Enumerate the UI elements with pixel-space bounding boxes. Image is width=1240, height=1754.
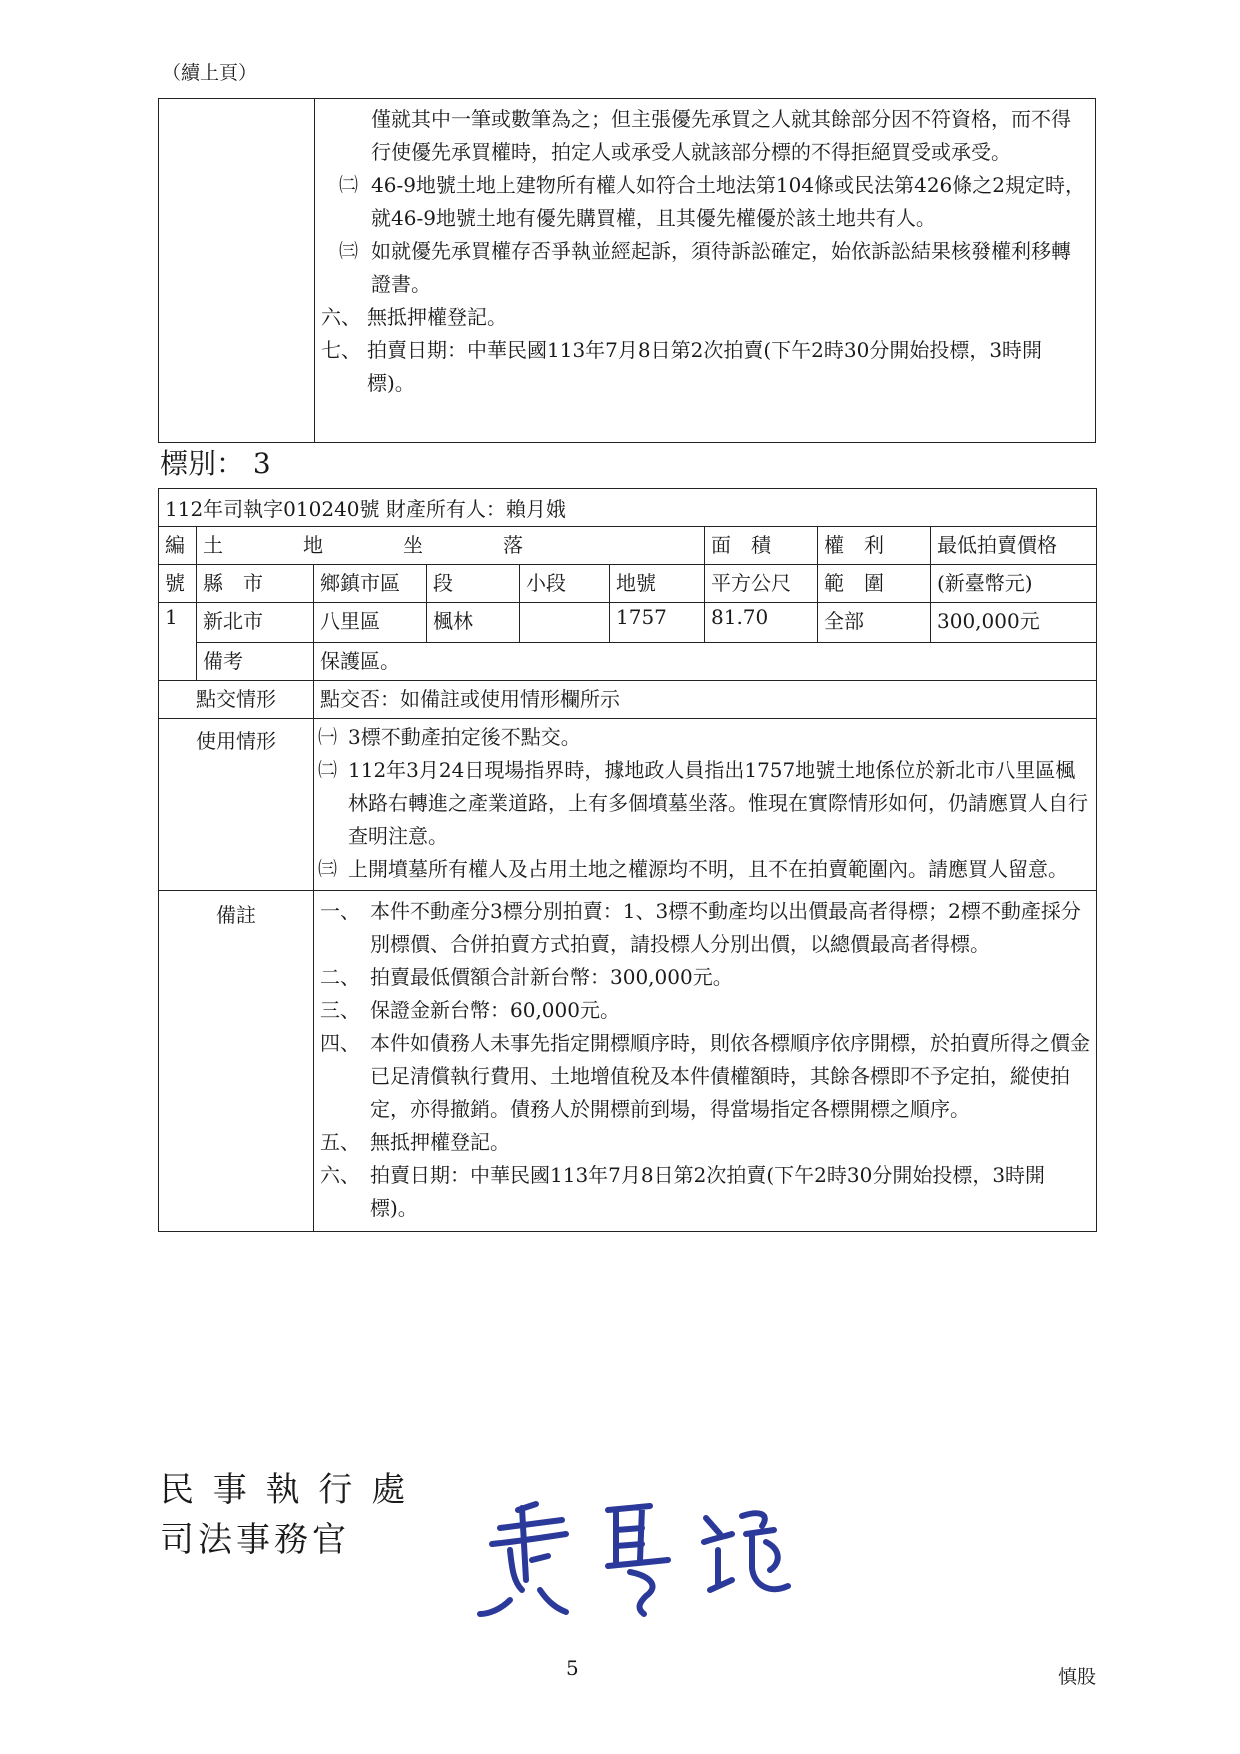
- prev-subitem-num: ㈡: [339, 174, 359, 196]
- row-county: 新北市: [197, 603, 314, 643]
- usage-label: 使用情形: [159, 719, 314, 891]
- row-price: 300,000元: [931, 603, 1097, 643]
- header-town: 鄉鎮市區: [314, 565, 427, 603]
- header-price-1: 最低拍賣價格: [931, 527, 1097, 565]
- header-price-2: (新臺幣元): [931, 565, 1097, 603]
- clerk-name: 慎股: [1058, 1666, 1097, 1688]
- row-rights: 全部: [818, 603, 931, 643]
- prev-item-num: 六、: [321, 305, 361, 329]
- row-parcel: 1757: [610, 603, 705, 643]
- row-section: 楓林: [427, 603, 520, 643]
- notes-item: [320, 1027, 1090, 1126]
- usage-item-num: ㈡: [318, 759, 338, 781]
- header-subsection: 小段: [520, 565, 610, 603]
- notes-label: 備註: [159, 891, 314, 1232]
- prev-item-text: 無抵押權登記。: [367, 305, 507, 329]
- notes-item: [320, 1126, 1090, 1159]
- prev-subitem-text: 如就優先承買權存否爭執並經起訴，須待訴訟確定，始依訴訟結果核發權利移轉證書。: [371, 239, 1071, 296]
- officer-title: 司法事務官: [160, 1520, 350, 1560]
- remark-value: 保護區。: [314, 643, 1097, 681]
- usage-item: [318, 853, 1090, 886]
- header-location: 土 地 坐 落: [197, 527, 705, 565]
- lot-number: 3: [252, 447, 271, 480]
- lot-label: 標別：: [160, 447, 245, 480]
- notes-row: [159, 891, 1097, 1232]
- prev-section-content: [321, 103, 1086, 400]
- usage-item: [318, 754, 1090, 853]
- remark-label: 備考: [197, 643, 314, 681]
- usage-row: [159, 719, 1097, 891]
- lot-table: [158, 488, 1097, 1232]
- signature: [470, 1490, 820, 1630]
- prev-item: [321, 334, 1086, 400]
- notes-item: [320, 961, 1090, 994]
- usage-cell: [314, 719, 1097, 891]
- notes-item-num: 五、: [320, 1130, 360, 1154]
- usage-item-text: 上開墳墓所有權人及占用土地之權源均不明，且不在拍賣範圍內。請應買人留意。: [348, 857, 1068, 881]
- case-row: [159, 489, 1097, 527]
- prev-subitem: [321, 235, 1086, 301]
- header-area-unit: 平方公尺: [705, 565, 818, 603]
- header-no-1: 編: [159, 527, 197, 565]
- notes-item-num: 六、: [320, 1163, 360, 1187]
- header-section: 段: [427, 565, 520, 603]
- lot-heading: [160, 442, 271, 482]
- notes-item-text: 保證金新台幣：60,000元。: [370, 998, 620, 1022]
- handover-row: [159, 681, 1097, 719]
- remark-row: [159, 643, 1097, 681]
- header-area: 面 積: [705, 527, 818, 565]
- header-parcel: 地號: [610, 565, 705, 603]
- prev-section-divider: [314, 99, 315, 442]
- usage-item: [318, 721, 1090, 754]
- office-name: 民 事 執 行 處: [160, 1470, 410, 1510]
- header-rights-1: 權 利: [818, 527, 931, 565]
- notes-item-num: 四、: [320, 1031, 360, 1055]
- notes-item-text: 無抵押權登記。: [370, 1130, 510, 1154]
- case-line: 112年司執字010240號 財產所有人：賴月娥: [159, 489, 1097, 527]
- row-area: 81.70: [705, 603, 818, 643]
- header-no-2: 號: [159, 565, 197, 603]
- row-town: 八里區: [314, 603, 427, 643]
- prev-continued-text: 僅就其中一筆或數筆為之；但主張優先承買之人就其餘部分因不符資格，而不得行使優先承買權時，拍定人或承受人就該部分標的不得拒絕買受或承受。: [371, 107, 1071, 164]
- notes-item-text: 拍賣日期：中華民國113年7月8日第2次拍賣(下午2時30分開始投標，3時開標)。: [370, 1163, 1046, 1220]
- header-row-1: [159, 527, 1097, 565]
- handover-value: 點交否：如備註或使用情形欄所示: [314, 681, 1097, 719]
- header-rights-2: 範 圍: [818, 565, 931, 603]
- prev-subitem: [321, 169, 1086, 235]
- row-no: 1: [159, 603, 197, 681]
- page-number: 5: [566, 1656, 579, 1680]
- header-county: 縣 市: [197, 565, 314, 603]
- prev-item: [321, 301, 1086, 334]
- handover-label: 點交情形: [159, 681, 314, 719]
- usage-item-text: 3標不動產拍定後不點交。: [348, 725, 581, 749]
- continued-label: （續上頁）: [162, 62, 258, 84]
- usage-item-num: ㈠: [318, 726, 338, 748]
- notes-item: [320, 1159, 1090, 1225]
- prev-subitem-text: 46-9地號土地上建物所有權人如符合土地法第104條或民法第426條之2規定時，就46-9地號土地有優先購買權，且其優先權優於該土地共有人。: [371, 173, 1086, 230]
- row-subsection: [520, 603, 610, 643]
- prev-section-box: [158, 98, 1096, 443]
- data-row: [159, 603, 1097, 643]
- notes-item-num: 一、: [320, 899, 360, 923]
- notes-item: [320, 994, 1090, 1027]
- notes-item-num: 三、: [320, 998, 360, 1022]
- notes-item-text: 拍賣最低價額合計新台幣：300,000元。: [370, 965, 733, 989]
- prev-item-text: 拍賣日期：中華民國113年7月8日第2次拍賣(下午2時30分開始投標，3時開標)。: [367, 338, 1043, 395]
- notes-item: [320, 895, 1090, 961]
- notes-item-text: 本件不動產分3標分別拍賣：1、3標不動產均以出價最高者得標；2標不動產採分別標價、合併拍賣方式拍賣，請投標人分別出價，以總價最高者得標。: [370, 899, 1081, 956]
- usage-item-text: 112年3月24日現場指界時，據地政人員指出1757地號土地係位於新北市八里區楓林路右轉進之產業道路，上有多個墳墓坐落。惟現在實際情形如何，仍請應買人自行查明注意。: [348, 758, 1088, 848]
- usage-item-num: ㈢: [318, 858, 338, 880]
- prev-item-num: 七、: [321, 338, 361, 362]
- prev-subitem-num: ㈢: [339, 240, 359, 262]
- notes-cell: [314, 891, 1097, 1232]
- notes-item-num: 二、: [320, 965, 360, 989]
- notes-item-text: 本件如債務人未事先指定開標順序時，則依各標順序依序開標，於拍賣所得之價金已足清償執行費用、土地增值稅及本件債權額時，其餘各標即不予定拍，縱使拍定，亦得撤銷。債務人於開標前到場，得當場指定各標開標之順序。: [370, 1031, 1090, 1121]
- header-row-2: [159, 565, 1097, 603]
